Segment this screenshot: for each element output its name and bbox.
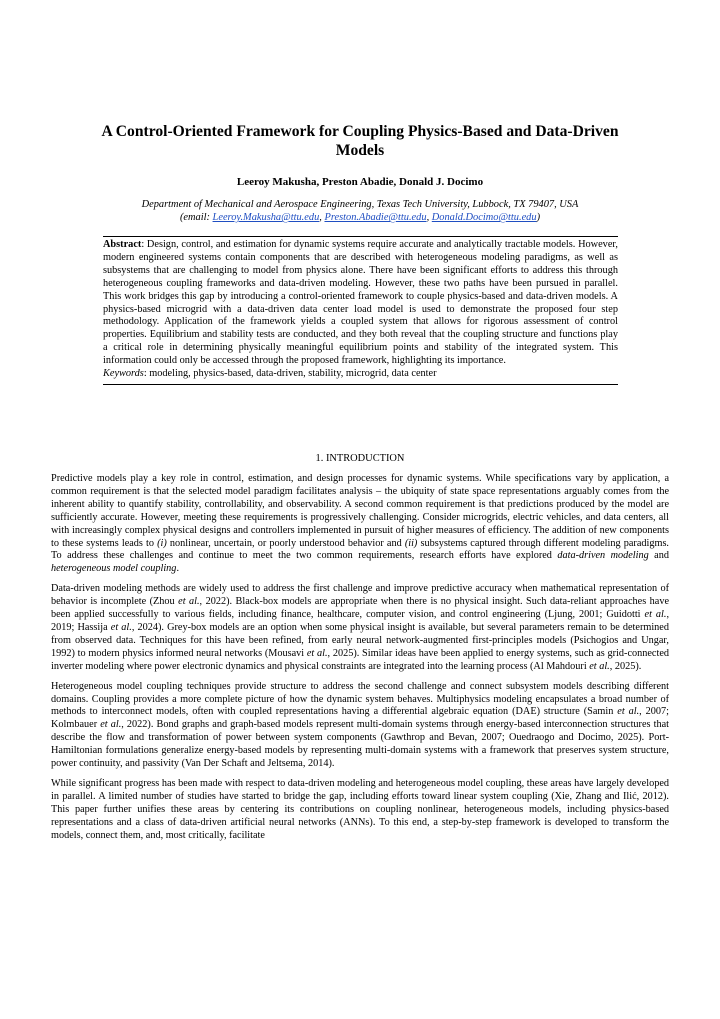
text-run: .: [176, 563, 179, 575]
text-run-italic: et al.: [617, 706, 640, 718]
abstract-paragraph: [103, 239, 618, 368]
text-run-italic: et al.: [589, 660, 610, 672]
email-prefix: (email:: [179, 212, 213, 223]
text-run: , 2019; Hassija: [51, 609, 669, 633]
affiliation-text: Department of Mechanical and Aerospace Engineering, Texas Tech University, Lubbock, TX 79407, USA: [141, 199, 579, 210]
text-run-italic: et al.: [644, 609, 667, 621]
keywords-text: : modeling, physics-based, data-driven, stability, microgrid, data center: [143, 368, 437, 380]
text-run: , 2025).: [609, 660, 642, 672]
text-run: Predictive models play a key role in control, estimation, and design processes for dynamic systems. While specifications vary by application, a common requirement is that the selected model paradigm facilitates analysis – the ubiquity of state space representations arguably comes from the inherent ability to quantify stability, controllability, and observability. A second common requirement is that predictions produced by the model are sufficiently accurate. However, meeting these requirements is progressively challenging. Consider microgrids, electric vehicles, and data centers, all with increasingly complex physical designs and controllers implemented in pursuit of higher measures of efficiency. The addition of new components to these systems leads to: [51, 473, 669, 549]
email-link-abadie[interactable]: Preston.Abadie@ttu.edu: [324, 212, 427, 223]
intro-paragraph-4: While significant progress has been made with respect to data-driven modeling and heterogeneous model coupling, these areas have largely developed in parallel. A limited number of studies have started to bridge the gap, including efforts toward linear system coupling (Xie, Zhang and Ilić, 2012). This paper further unifies these areas by centering its contributions on coupling nonlinear, heterogeneous models, including physics-based representations and a class of data-driven artificial neural networks (ANNs). To this end, a step-by-step framework is developed to transform the models, connect them, and, most critically, facilitate: [51, 777, 669, 841]
keywords-line: [103, 368, 618, 381]
email-link-docimo[interactable]: Donald.Docimo@ttu.edu: [431, 212, 537, 223]
text-run-italic: et al.: [110, 621, 132, 633]
text-run-italic: et al.: [306, 647, 328, 659]
text-run: , 2022). Bond graphs and graph-based models represent multi-domain systems through energy-based interconnection structures that describe the flow and transformation of power between system components (Gawthrop and Bevan, 2007; Ouedraogo and Docimo, 2025). Port-Hamiltonian formulations generalize energy-based models by representing multi-domain systems with a framework that preserves system structure, power continuity, and passivity (Van Der Schaft and Jeltsema, 2014).: [51, 719, 669, 770]
text-run-italic: (ii): [404, 537, 418, 549]
text-run-italic: heterogeneous model coupling: [51, 563, 177, 575]
intro-paragraph-2: [51, 583, 669, 673]
section-heading-introduction: 1. INTRODUCTION: [315, 453, 405, 464]
text-run: Data-driven modeling methods are widely used to address the first challenge and improve predictive accuracy when mathematical representation of behavior is incomplete (Zhou: [51, 583, 669, 608]
email-line: [92, 211, 628, 224]
abstract-label: Abstract: [103, 239, 142, 250]
abstract-box: [103, 236, 618, 385]
text-run: , 2024). Grey-box models are an option when some physical insight is available, but several parameters remain to be determined from observed data. Techniques for this have been refined, from early neural network-augmented first-principles models (Psichogios and Ungar, 1992) to modern physics informed neural networks (Mousavi: [51, 621, 669, 659]
text-run: subsystems captured through different modeling paradigms. To address these challenges and continue to meet the two common requirements, research efforts have explored: [51, 537, 669, 562]
text-run: and: [648, 550, 669, 562]
text-run-italic: et al.: [178, 596, 200, 608]
email-suffix: ): [536, 212, 541, 223]
intro-paragraph-3: [51, 681, 669, 771]
affiliation-block: [92, 198, 628, 224]
text-run: nonlinear, uncertain, or poorly understood behavior and: [166, 537, 405, 549]
email-separator: ,: [426, 212, 432, 223]
abstract-text: : Design, control, and estimation for dynamic systems require accurate and analytically tractable models. However, modern engineered systems contain components that are described with heterogeneous modeling paradigms, as well as subsystems that are challenging to model from physics alone. There have been significant efforts to address this through heterogeneous coupling frameworks and data-driven modeling. However, these two paths have been pursued in parallel. This work bridges this gap by introducing a control-oriented framework to couple physics-based and data-driven models. A physics-based microgrid with a data-driven data center load model is used to demonstrate the proposed four step methodology. Application of the framework yields a coupled system that allows for rigorous assessment of control properties. Equilibrium and stability tests are conducted, and they both reveal that the coupling structure and functions play a critical role in determining physically meaningful equilibrium points and stability of the integrated system. This information could only be accessed through the proposed framework, highlighting its importance.: [103, 239, 618, 367]
text-run: , 2025). Similar ideas have been applied to energy systems, such as grid-connected inverter modeling where power electronic dynamics and physical constraints are integrated into the learning process (Al Mahdouri: [51, 647, 669, 672]
text-run: Heterogeneous model coupling techniques provide structure to address the second challenge and connect subsystem models describing different domains. Coupling provides a more complete picture of how the dynamic system behaves. Multiphysics modeling encapsulates a broad number of methods to interconnect models, often with coupled representations having a differential algebraic equation (DAE) structure (Samin: [51, 680, 669, 718]
email-separator: ,: [319, 212, 325, 223]
text-run: , 2007; Kolmbauer: [51, 706, 670, 731]
text-run-italic: data-driven modeling: [557, 550, 649, 562]
email-link-makusha[interactable]: Leeroy.Makusha@ttu.edu: [212, 212, 320, 223]
introduction-body: [51, 473, 669, 849]
text-run-italic: (i): [157, 537, 167, 549]
text-run-italic: et al.: [100, 719, 122, 731]
author-list: Leeroy Makusha, Preston Abadie, Donald J. Docimo: [236, 176, 484, 188]
keywords-label: Keywords: [103, 368, 144, 380]
intro-paragraph-1: [51, 473, 669, 576]
text-run: , 2022). Black-box models are appropriate when there is no physical insight. Such data-reliant approaches have been applied successfully to various fields, including finance, healthcare, computer vision, and control engineering (Ljung, 2001; Guidotti: [51, 596, 670, 621]
paper-title: A Control-Oriented Framework for Coupling Physics-Based and Data-Driven Models: [101, 123, 619, 159]
